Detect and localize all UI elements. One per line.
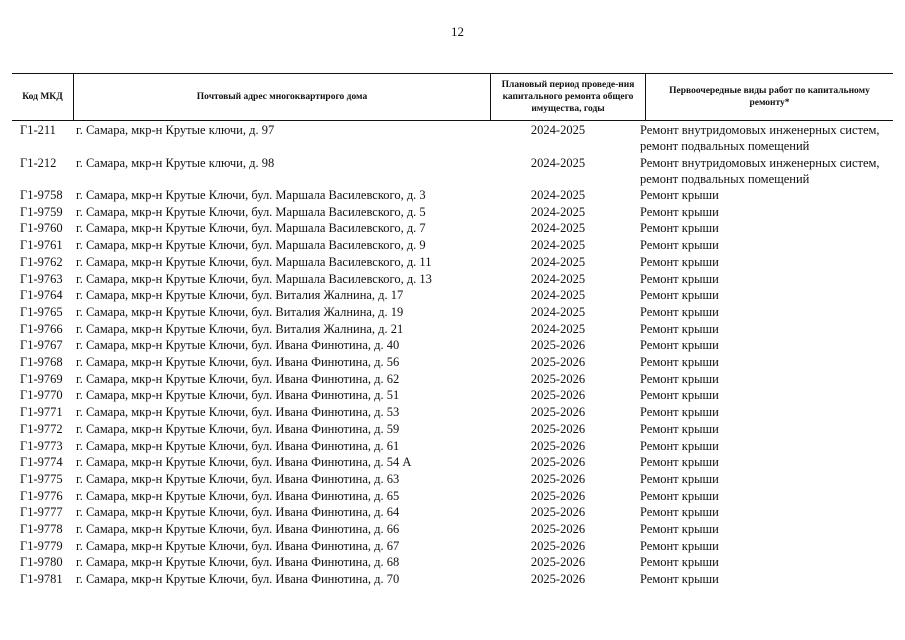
- row-period: 2025-2026: [530, 405, 586, 420]
- header-address: Почтовый адрес многоквартирого дома: [73, 74, 490, 120]
- row-address: г. Самара, мкр-н Крутые Ключи, бул. Ивана Финютина, д. 59: [76, 421, 400, 436]
- row-address: г. Самара, мкр-н Крутые Ключи, бул. Ивана Финютина, д. 65: [76, 488, 400, 503]
- row-address: г. Самара, мкр-н Крутые ключи, д. 97: [76, 123, 275, 137]
- row-works: Ремонт крыши: [640, 321, 719, 336]
- row-address: г. Самара, мкр-н Крутые Ключи, бул. Маршала Василевского, д. 9: [76, 238, 426, 253]
- row-address: г. Самара, мкр-н Крутые Ключи, бул. Маршала Василевского, д. 11: [76, 254, 432, 269]
- row-period: 2024-2025: [530, 271, 586, 286]
- row-period: 2025-2026: [530, 388, 586, 403]
- header-works: Первоочередные виды работ по капитальному ремонту*: [645, 74, 893, 120]
- row-works: Ремонт крыши: [640, 288, 719, 303]
- row-period: 2025-2026: [530, 505, 586, 520]
- table-row: [0, 304, 905, 321]
- row-period: 2024-2025: [530, 254, 586, 269]
- row-code: Г1-9772: [20, 421, 63, 436]
- table-row: [0, 454, 905, 471]
- row-code: Г1-9779: [20, 538, 63, 553]
- row-address: г. Самара, мкр-н Крутые Ключи, бул. Виталия Жалнина, д. 21: [76, 321, 404, 336]
- row-address: г. Самара, мкр-н Крутые Ключи, бул. Ивана Финютина, д. 54 А: [76, 455, 412, 470]
- row-works: Ремонт крыши: [640, 488, 719, 503]
- table-row: [0, 220, 905, 237]
- row-period: 2024-2025: [530, 204, 586, 219]
- row-period: 2025-2026: [530, 355, 586, 369]
- row-address: г. Самара, мкр-н Крутые Ключи, бул. Ивана Финютина, д. 67: [76, 538, 400, 553]
- row-code: Г1-9781: [20, 572, 63, 587]
- table-row: [0, 254, 905, 271]
- row-code: Г1-9770: [20, 388, 63, 403]
- row-address: г. Самара, мкр-н Крутые Ключи, бул. Ивана Финютина, д. 70: [76, 572, 400, 587]
- row-code: Г1-9773: [20, 438, 63, 453]
- row-period: 2024-2025: [530, 321, 586, 336]
- header-code: Код МКД: [22, 92, 63, 102]
- row-period: 2024-2025: [530, 123, 586, 137]
- table-row: [0, 421, 905, 438]
- row-address: г. Самара, мкр-н Крутые Ключи, бул. Ивана Финютина, д. 40: [76, 338, 400, 353]
- row-address: г. Самара, мкр-н Крутые Ключи, бул. Маршала Василевского, д. 7: [76, 221, 426, 236]
- row-address: г. Самара, мкр-н Крутые Ключи, бул. Ивана Финютина, д. 63: [76, 471, 400, 486]
- row-works: Ремонт крыши: [640, 455, 719, 470]
- row-period: 2024-2025: [530, 288, 586, 303]
- row-code: Г1-9776: [20, 488, 63, 503]
- row-works: Ремонт крыши: [640, 271, 719, 286]
- row-address: г. Самара, мкр-н Крутые Ключи, бул. Ивана Финютина, д. 68: [76, 555, 400, 570]
- row-period: 2025-2026: [530, 572, 586, 587]
- row-works: Ремонт крыши: [640, 371, 719, 386]
- row-code: Г1-9762: [20, 254, 63, 269]
- row-period: 2025-2026: [530, 421, 586, 436]
- row-works: Ремонт крыши: [640, 355, 719, 369]
- table-row: [0, 155, 905, 189]
- row-code: Г1-9780: [20, 555, 63, 570]
- row-period: 2024-2025: [530, 238, 586, 253]
- row-period: 2024-2025: [530, 221, 586, 236]
- table-row: [0, 571, 905, 588]
- table-row: [0, 521, 905, 538]
- row-address: г. Самара, мкр-н Крутые Ключи, бул. Ивана Финютина, д. 61: [76, 438, 400, 453]
- table-row: [0, 504, 905, 521]
- row-code: Г1-9775: [20, 471, 63, 486]
- row-works: Ремонт крыши: [640, 471, 719, 486]
- row-period: 2024-2025: [530, 156, 586, 170]
- table-header: [12, 73, 893, 121]
- header-period: Плановый период проведе-ния капитального ремонта общего имущества, годы: [490, 74, 645, 120]
- row-period: 2024-2025: [530, 304, 586, 319]
- row-address: г. Самара, мкр-н Крутые Ключи, бул. Ивана Финютина, д. 66: [76, 522, 400, 536]
- row-code: Г1-9771: [20, 405, 63, 420]
- table-row: [0, 354, 905, 371]
- row-code: Г1-9765: [20, 304, 63, 319]
- row-period: 2025-2026: [530, 522, 586, 536]
- row-period: 2025-2026: [530, 338, 586, 353]
- row-works: Ремонт крыши: [640, 188, 719, 202]
- table-row: [0, 404, 905, 421]
- row-period: 2025-2026: [530, 538, 586, 553]
- table-row: [0, 438, 905, 455]
- row-works: Ремонт крыши: [640, 522, 719, 536]
- row-works: Ремонт внутридомовых инженерных систем, ремонт подвальных помещений: [640, 123, 880, 153]
- row-code: Г1-9758: [20, 188, 63, 202]
- table-row: [0, 471, 905, 488]
- row-works: Ремонт крыши: [640, 221, 719, 236]
- table-row: [0, 554, 905, 571]
- row-code: Г1-9759: [20, 204, 63, 219]
- row-address: г. Самара, мкр-н Крутые Ключи, бул. Виталия Жалнина, д. 19: [76, 304, 404, 319]
- row-period: 2025-2026: [530, 471, 586, 486]
- row-works: Ремонт крыши: [640, 405, 719, 420]
- row-works: Ремонт крыши: [640, 572, 719, 587]
- table-row: [0, 488, 905, 505]
- row-works: Ремонт крыши: [640, 254, 719, 269]
- row-code: Г1-9769: [20, 371, 63, 386]
- row-address: г. Самара, мкр-н Крутые ключи, д. 98: [76, 156, 275, 170]
- row-code: Г1-9760: [20, 221, 63, 236]
- row-code: Г1-9777: [20, 505, 63, 520]
- table-row: [0, 371, 905, 388]
- row-period: 2024-2025: [530, 188, 586, 202]
- row-works: Ремонт внутридомовых инженерных систем, ремонт подвальных помещений: [640, 156, 880, 186]
- row-works: Ремонт крыши: [640, 204, 719, 219]
- row-address: г. Самара, мкр-н Крутые Ключи, бул. Ивана Финютина, д. 62: [76, 371, 400, 386]
- table-row: [0, 204, 905, 221]
- row-address: г. Самара, мкр-н Крутые Ключи, бул. Виталия Жалнина, д. 17: [76, 288, 404, 303]
- row-address: г. Самара, мкр-н Крутые Ключи, бул. Ивана Финютина, д. 53: [76, 405, 400, 420]
- row-code: Г1-9778: [20, 522, 63, 536]
- row-address: г. Самара, мкр-н Крутые Ключи, бул. Маршала Василевского, д. 5: [76, 204, 426, 219]
- row-code: Г1-9768: [20, 355, 63, 369]
- row-code: Г1-212: [20, 156, 57, 170]
- row-code: Г1-9766: [20, 321, 63, 336]
- row-address: г. Самара, мкр-н Крутые Ключи, бул. Маршала Василевского, д. 13: [76, 271, 432, 286]
- row-works: Ремонт крыши: [640, 338, 719, 353]
- row-works: Ремонт крыши: [640, 438, 719, 453]
- row-works: Ремонт крыши: [640, 238, 719, 253]
- table-row: [0, 387, 905, 404]
- row-works: Ремонт крыши: [640, 505, 719, 520]
- row-code: Г1-9774: [20, 455, 63, 470]
- table-row: [0, 538, 905, 555]
- row-period: 2025-2026: [530, 371, 586, 386]
- table-row: [0, 271, 905, 288]
- row-code: Г1-211: [20, 123, 56, 137]
- row-period: 2025-2026: [530, 555, 586, 570]
- row-address: г. Самара, мкр-н Крутые Ключи, бул. Ивана Финютина, д. 56: [76, 355, 400, 369]
- table-row: [0, 287, 905, 304]
- row-code: Г1-9764: [20, 288, 63, 303]
- row-period: 2025-2026: [530, 488, 586, 503]
- table-row: [0, 337, 905, 354]
- row-code: Г1-9767: [20, 338, 63, 353]
- row-works: Ремонт крыши: [640, 555, 719, 570]
- row-works: Ремонт крыши: [640, 388, 719, 403]
- page-number: 12: [451, 24, 464, 39]
- row-code: Г1-9761: [20, 238, 63, 253]
- table-row: [0, 237, 905, 254]
- table-row: [0, 321, 905, 338]
- row-address: г. Самара, мкр-н Крутые Ключи, бул. Маршала Василевского, д. 3: [76, 188, 426, 202]
- row-address: г. Самара, мкр-н Крутые Ключи, бул. Ивана Финютина, д. 64: [76, 505, 400, 520]
- row-period: 2025-2026: [530, 438, 586, 453]
- table-row: [0, 122, 905, 156]
- row-code: Г1-9763: [20, 271, 63, 286]
- row-works: Ремонт крыши: [640, 538, 719, 553]
- row-address: г. Самара, мкр-н Крутые Ключи, бул. Ивана Финютина, д. 51: [76, 388, 400, 403]
- row-period: 2025-2026: [530, 455, 586, 470]
- row-works: Ремонт крыши: [640, 304, 719, 319]
- table-row: [0, 187, 905, 204]
- row-works: Ремонт крыши: [640, 421, 719, 436]
